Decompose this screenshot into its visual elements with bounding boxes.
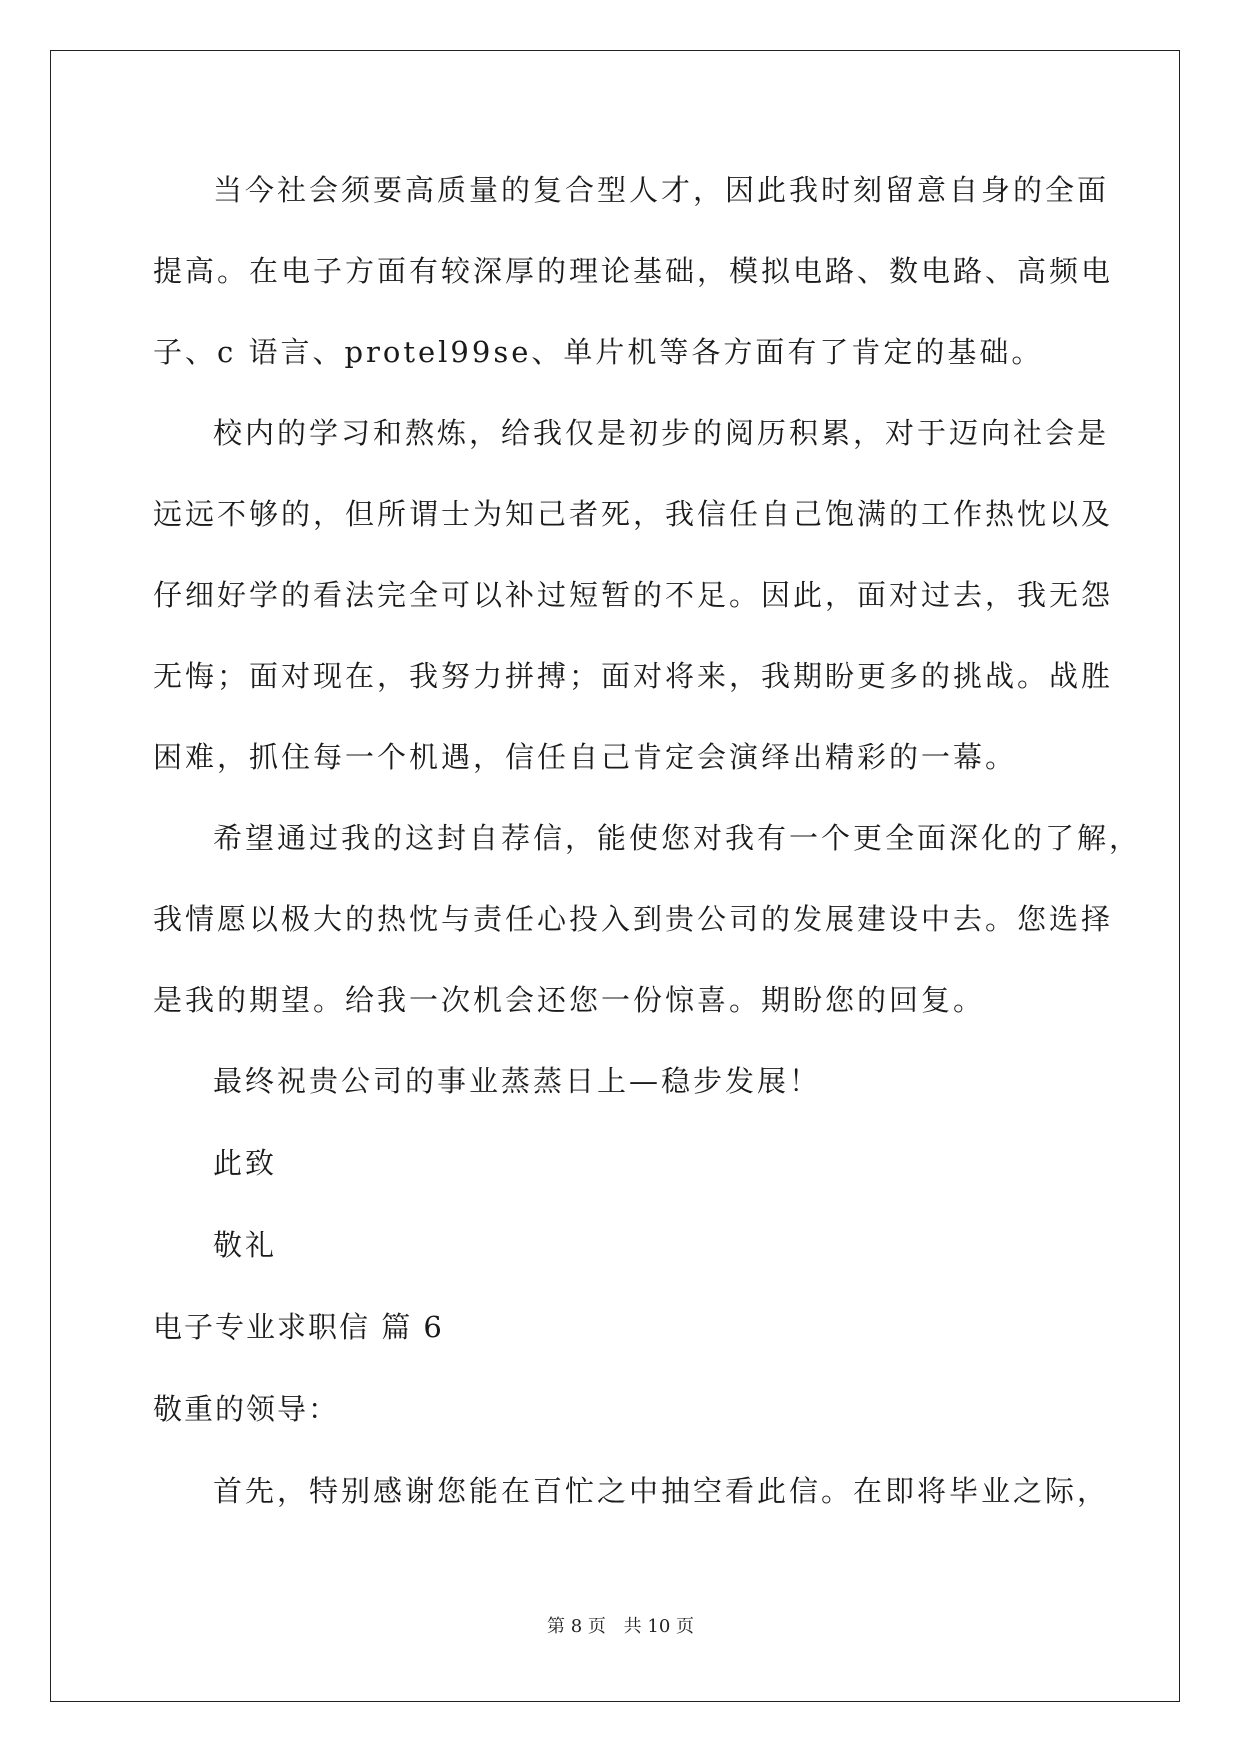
- text-line: 无悔；面对现在，我努力拼搏；面对将来，我期盼更多的挑战。战胜: [153, 659, 1114, 693]
- paragraph-1: [153, 160, 1114, 403]
- text-line: 我情愿以极大的热忱与责任心投入到贵公司的发展建设中去。您选择: [153, 902, 1114, 936]
- text-line: 是我的期望。给我一次机会还您一份惊喜。期盼您的回复。: [153, 983, 986, 1017]
- closing-wish: 最终祝贵公司的事业蒸蒸日上—稳步发展！: [213, 1064, 822, 1098]
- page-footer: [0, 1612, 1241, 1638]
- page-number: 第 8 页: [547, 1616, 606, 1637]
- text-line: 子、c 语言、protel99se、单片机等各方面有了肯定的基础。: [153, 335, 1044, 369]
- page-total: 共 10 页: [623, 1616, 694, 1637]
- text-line: 仔细好学的看法完全可以补过短暂的不足。因此，面对过去，我无怨: [153, 578, 1114, 612]
- closing-salute-1: 此致: [213, 1146, 278, 1180]
- opening-line: 首先，特别感谢您能在百忙之中抽空看此信。在即将毕业之际，: [213, 1474, 1110, 1508]
- paragraph-2: [153, 403, 1114, 808]
- document-body: [153, 160, 1142, 1542]
- text-line: 远远不够的，但所谓士为知己者死，我信任自己饱满的工作热忱以及: [153, 497, 1114, 531]
- text-line: 提高。在电子方面有较深厚的理论基础，模拟电路、数电路、高频电: [153, 254, 1114, 288]
- text-line: 希望通过我的这封自荐信，能使您对我有一个更全面深化的了解，: [213, 821, 1142, 855]
- closing-salute-2: 敬礼: [213, 1228, 278, 1262]
- text-line: 校内的学习和熬炼，给我仅是初步的阅历积累，对于迈向社会是: [213, 416, 1110, 450]
- text-line: 当今社会须要高质量的复合型人才，因此我时刻留意自身的全面: [213, 173, 1110, 207]
- section-heading: 电子专业求职信 篇 6: [153, 1310, 444, 1344]
- text-line: 困难，抓住每一个机遇，信任自己肯定会演绎出精彩的一幕。: [153, 740, 1018, 774]
- paragraph-3: [153, 808, 1142, 1051]
- greeting: 敬重的领导：: [153, 1392, 340, 1426]
